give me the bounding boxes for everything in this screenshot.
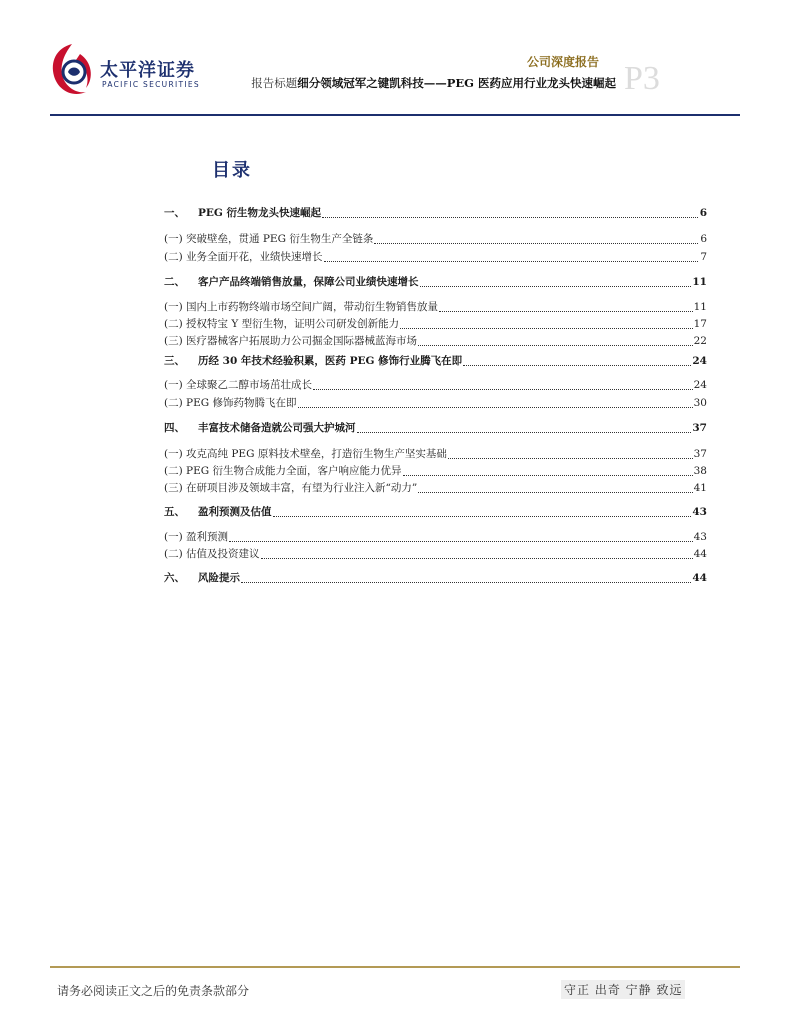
toc-entry-title: (三) 医疗器械客户拓展助力公司掘金国际器械蓝海市场 xyxy=(164,335,418,347)
toc-dot-leader xyxy=(322,217,698,218)
toc-subsection-entry[interactable] xyxy=(164,546,707,562)
toc-entry-page: 37 xyxy=(693,448,707,460)
toc-subsection-entry[interactable] xyxy=(164,249,707,265)
toc-entry-page: 44 xyxy=(692,572,707,584)
report-title xyxy=(220,73,616,94)
toc-subsection-entry[interactable] xyxy=(164,377,707,393)
toc-subsection-entry[interactable] xyxy=(164,395,707,411)
toc-entry-page: 6 xyxy=(699,207,707,219)
toc-entry-page: 24 xyxy=(692,355,707,367)
toc-entry-number: 五、 xyxy=(164,506,185,518)
toc-entry-number: 二、 xyxy=(164,276,185,288)
toc-dot-leader xyxy=(324,261,698,262)
toc-section-entry[interactable] xyxy=(164,570,707,586)
toc-entry-title: 丰富技术储备造就公司强大护城河 xyxy=(198,422,356,434)
toc-entry-title: (一) 全球聚乙二醇市场茁壮成长 xyxy=(164,379,313,391)
toc-subsection-entry[interactable] xyxy=(164,480,707,496)
report-type: 公司深度报告 xyxy=(527,55,600,69)
toc-entry-page: 11 xyxy=(692,276,707,288)
toc-dot-leader xyxy=(241,582,691,583)
toc-heading: 目录 xyxy=(212,160,252,181)
toc-entry-title: (二) 授权特宝 Y 型衍生物，证明公司研发创新能力 xyxy=(164,318,400,330)
report-title-text: 细分领域冠军之键凯科技——PEG 医药应用行业龙头快速崛起 xyxy=(297,76,616,90)
toc-entry-title: 盈利预测及估值 xyxy=(198,506,272,518)
toc-entry-page: 6 xyxy=(700,233,707,245)
company-logo xyxy=(46,40,221,102)
toc-entry-page: 43 xyxy=(693,531,707,543)
toc-entry-page: 11 xyxy=(693,301,707,313)
toc-dot-leader xyxy=(357,432,692,433)
toc-entry-page: 37 xyxy=(692,422,707,434)
toc-entry-title: PEG 衍生物龙头快速崛起 xyxy=(198,207,322,219)
toc-section-entry[interactable] xyxy=(164,353,707,369)
toc-entry-number: 三、 xyxy=(164,355,185,367)
toc-dot-leader xyxy=(463,365,691,366)
toc-entry-page: 38 xyxy=(693,465,707,477)
toc-entry-page: 43 xyxy=(692,506,707,518)
toc-dot-leader xyxy=(273,516,692,517)
toc-subsection-entry[interactable] xyxy=(164,529,707,545)
toc-dot-leader xyxy=(298,407,693,408)
toc-entry-page: 22 xyxy=(693,335,707,347)
toc-subsection-entry[interactable] xyxy=(164,299,707,315)
toc-section-entry[interactable] xyxy=(164,274,707,290)
toc-entry-title: (一) 国内上市药物终端市场空间广阔，带动衍生物销售放量 xyxy=(164,301,439,313)
toc-subsection-entry[interactable] xyxy=(164,446,707,462)
toc-entry-title: (三) 在研项目涉及领域丰富，有望为行业注入新“动力” xyxy=(164,482,418,494)
toc-dot-leader xyxy=(418,345,693,346)
toc-dot-leader xyxy=(439,311,693,312)
toc-entry-title: (二) 业务全面开花，业绩快速增长 xyxy=(164,251,323,263)
toc-subsection-entry[interactable] xyxy=(164,316,707,332)
toc-entry-title: (一) 攻克高纯 PEG 原料技术壁垒，打造衍生物生产坚实基础 xyxy=(164,448,447,460)
header-divider xyxy=(50,114,740,116)
toc-entry-page: 7 xyxy=(700,251,707,263)
toc-entry-number: 六、 xyxy=(164,572,185,584)
toc-subsection-entry[interactable] xyxy=(164,463,707,479)
toc-entry-title: 风险提示 xyxy=(198,572,240,584)
toc-entry-title: (一) 突破壁垒，贯通 PEG 衍生物生产全链条 xyxy=(164,233,374,245)
toc-section-entry[interactable] xyxy=(164,420,707,436)
report-title-prefix: 报告标题 xyxy=(251,76,298,90)
toc-dot-leader xyxy=(261,558,693,559)
toc-dot-leader xyxy=(418,492,692,493)
toc-entry-number: 四、 xyxy=(164,422,185,434)
toc-dot-leader xyxy=(400,328,692,329)
toc-entry-title: (一) 盈利预测 xyxy=(164,531,229,543)
toc-dot-leader xyxy=(420,286,692,287)
toc-entry-title: 客户产品终端销售放量，保障公司业绩快速增长 xyxy=(198,276,419,288)
disclaimer-note: 请务必阅读正文之后的免责条款部分 xyxy=(57,984,250,998)
page-number: P3 xyxy=(624,60,660,97)
toc-entry-title: 历经 30 年技术经验积累，医药 PEG 修饰行业腾飞在即 xyxy=(198,355,463,367)
toc-entry-page: 24 xyxy=(693,379,707,391)
toc-entry-page: 41 xyxy=(693,482,707,494)
toc-section-entry[interactable] xyxy=(164,504,707,520)
toc-section-entry[interactable] xyxy=(164,205,707,221)
toc-entry-title: (二) PEG 衍生物合成能力全面，客户响应能力优异 xyxy=(164,465,402,477)
toc-dot-leader xyxy=(229,541,693,542)
toc-entry-page: 44 xyxy=(693,548,707,560)
toc-entry-title: (二) 估值及投资建议 xyxy=(164,548,260,560)
toc-entry-number: 一、 xyxy=(164,207,185,219)
toc-entry-page: 30 xyxy=(693,397,707,409)
footer-divider xyxy=(50,966,740,968)
toc-entry-title: (二) PEG 修饰药物腾飞在即 xyxy=(164,397,297,409)
logo-english-name: PACIFIC SECURITIES xyxy=(102,80,200,89)
toc-subsection-entry[interactable] xyxy=(164,231,707,247)
toc-dot-leader xyxy=(403,475,693,476)
toc-subsection-entry[interactable] xyxy=(164,333,707,349)
pacific-securities-logo-icon xyxy=(46,40,98,102)
toc-dot-leader xyxy=(374,243,698,244)
toc-dot-leader xyxy=(313,389,693,390)
company-motto: 守正 出奇 宁静 致远 xyxy=(561,980,685,999)
toc-entry-page: 17 xyxy=(693,318,707,330)
toc-dot-leader xyxy=(448,458,693,459)
logo-chinese-name: 太平洋证券 xyxy=(100,60,195,81)
